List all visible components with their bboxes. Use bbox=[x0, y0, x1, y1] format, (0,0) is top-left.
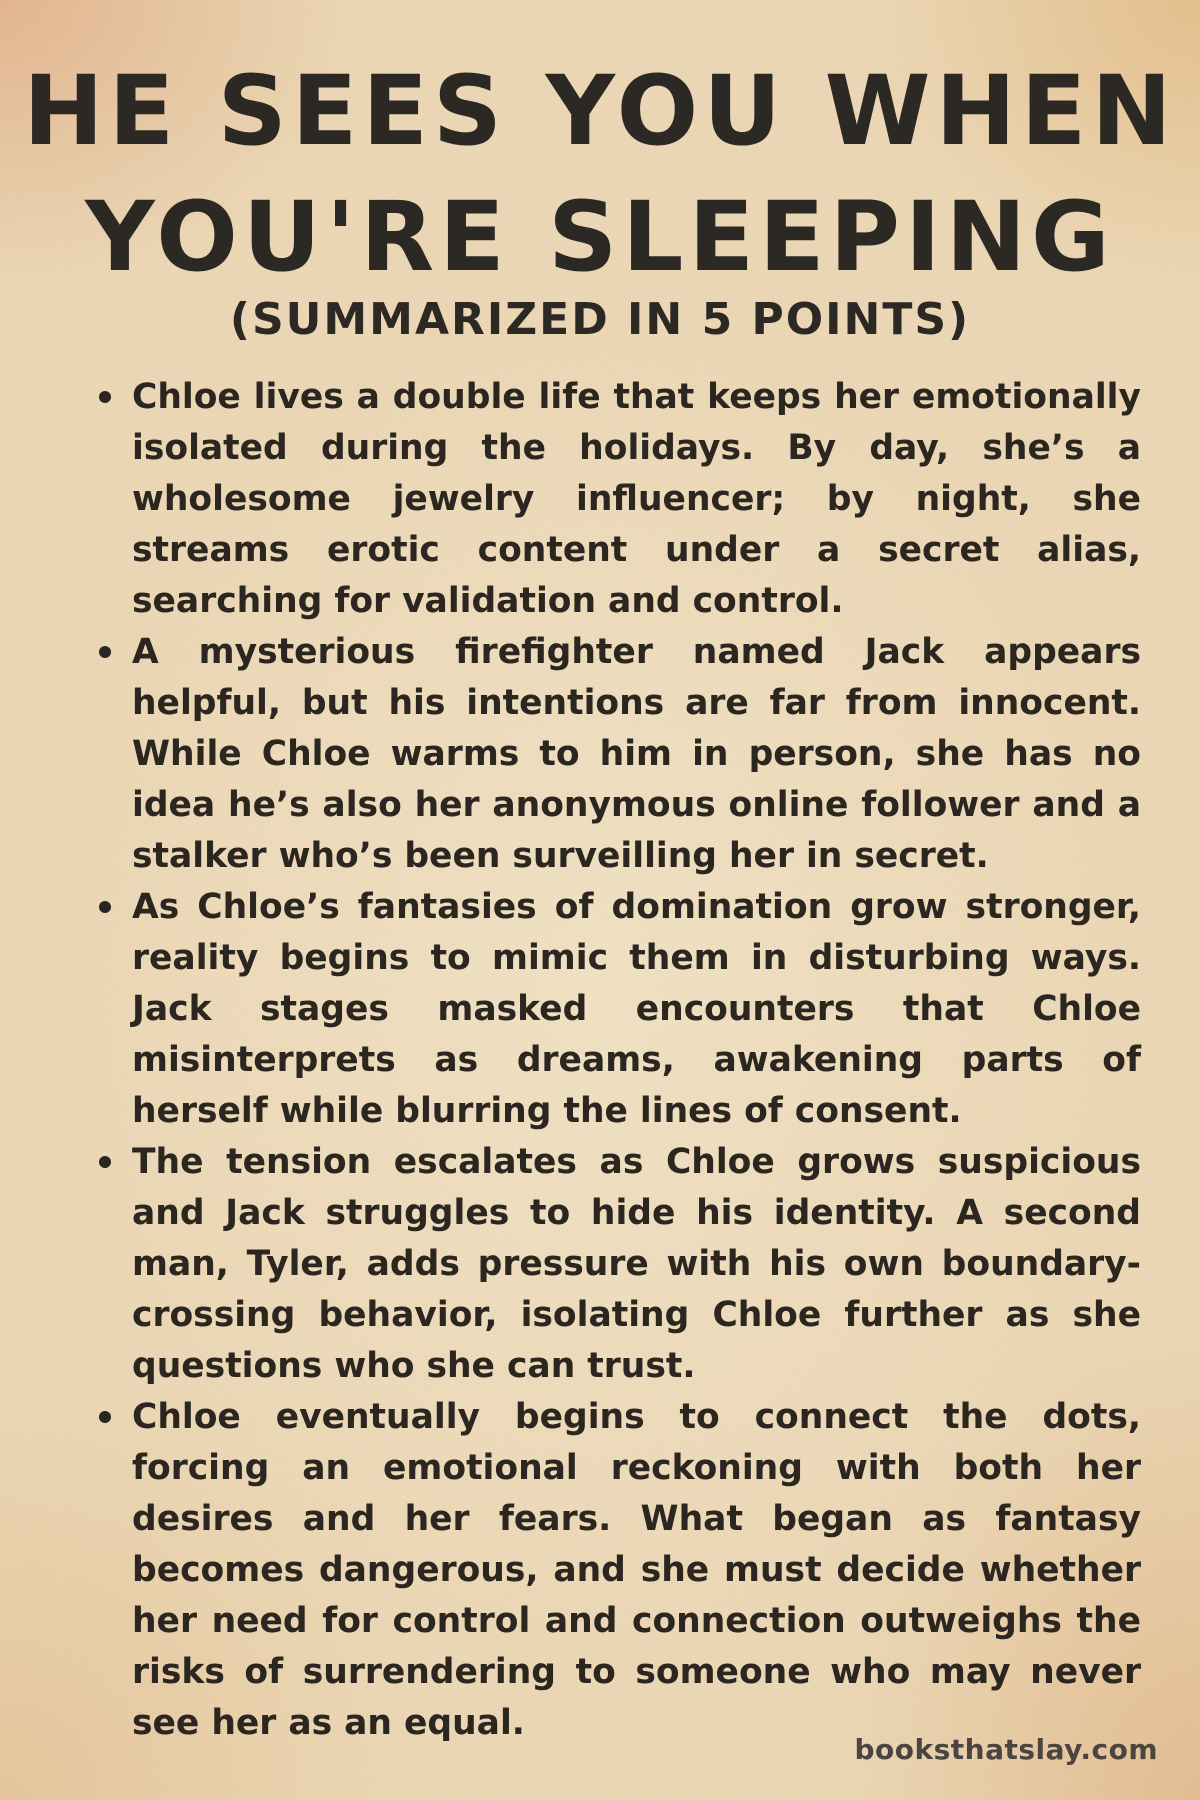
summary-point-text: As Chloe’s fantasies of domination grow stronger, reality begins to mimic them in disturbing ways. Jack stages masked encounters that Chloe misinterprets as dreams, awakening parts of herself while blurring the lines of consent. bbox=[132, 887, 1141, 1131]
summary-point-1 bbox=[97, 372, 1141, 627]
summary-point-2 bbox=[97, 627, 1141, 882]
summary-point-text: Chloe lives a double life that keeps her emotionally isolated during the holidays. By day, she’s a wholesome jewelry influencer; by night, she streams erotic content under a secret alias, searching for validation and control. bbox=[132, 377, 1141, 621]
title-line-2: YOU'RE SLEEPING bbox=[85, 181, 1115, 293]
summary-point-text: A mysterious firefighter named Jack appears helpful, but his intentions are far from innocent. While Chloe warms to him in person, she has no idea he’s also her anonymous online follower and a stalker who’s been surveilling her in secret. bbox=[132, 632, 1141, 876]
summary-point-text: The tension escalates as Chloe grows suspicious and Jack struggles to hide his identity. A second man, Tyler, adds pressure with his own boundary-crossing behavior, isolating Chloe further as she questions who she can trust. bbox=[132, 1142, 1141, 1386]
page-subtitle: (SUMMARIZED IN 5 POINTS) bbox=[229, 294, 971, 345]
bullet-icon bbox=[99, 1411, 111, 1423]
page-title bbox=[0, 48, 1200, 300]
summary-point-4 bbox=[97, 1137, 1141, 1392]
summary-point-3 bbox=[97, 882, 1141, 1137]
summary-point-text: Chloe eventually begins to connect the dots, forcing an emotional reckoning with both her desires and her fears. What began as fantasy becomes dangerous, and she must decide whether her need for control and connection outweighs the risks of surrendering to someone who may never see her as an equal. bbox=[132, 1397, 1141, 1743]
bullet-icon bbox=[99, 1156, 111, 1168]
bullet-icon bbox=[99, 901, 111, 913]
summary-points-list bbox=[97, 372, 1141, 1749]
bullet-icon bbox=[99, 646, 111, 658]
website-credit: booksthatslay.com bbox=[854, 1733, 1158, 1766]
title-line-1: HE SEES YOU WHEN bbox=[23, 55, 1177, 167]
bullet-icon bbox=[99, 391, 111, 403]
summary-point-5 bbox=[97, 1392, 1141, 1749]
